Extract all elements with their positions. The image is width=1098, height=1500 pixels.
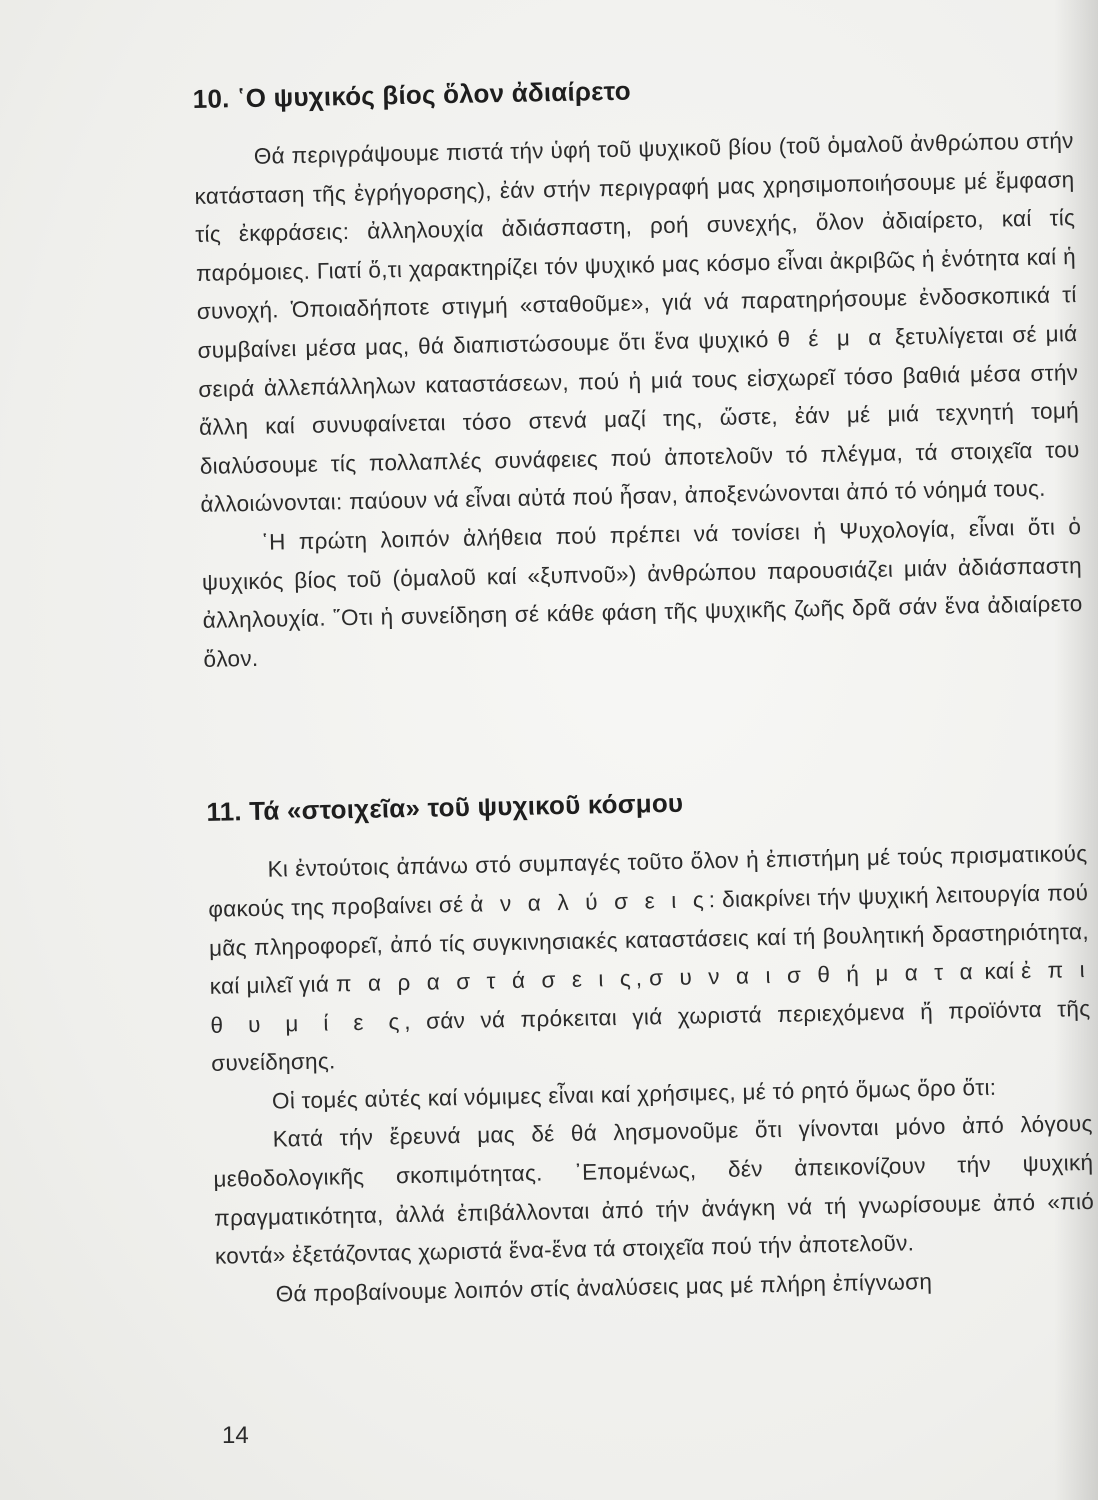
paragraph-text: καί xyxy=(977,958,1022,985)
section-11-paragraph-3: Κατά τήν ἔρευνά μας δέ θά λησμονοῦμε ὅτι γίνονται μόνο ἀπό λόγους μεθοδολογικῆς σκοπιμότητας. ᾿Επομένως, δέν ἀπεικονίζουν τήν ψυχική πραγματικότητα, ἀλλά ἐπιβάλλονται ἀπό τήν ἀνάγκη νά τή γνωρίσουμε ἀπό «πιό κοντά» ἐξετάζοντας χωριστά ἕνα-ἕνα τά στοιχεῖα πού τήν ἀποτελοῦν. xyxy=(213,1111,1095,1270)
section-11-paragraph-4: Θά προβαίνουμε λοιπόν στίς ἀναλύσεις μας μέ πλήρη ἐπίγνωση xyxy=(275,1268,933,1307)
section-11-body xyxy=(207,835,1096,1315)
section-11-paragraph-1 xyxy=(207,835,1091,1083)
spaced-word: ἀ ν α λ ύ σ ε ι ς xyxy=(470,887,709,917)
page-number: 14 xyxy=(222,1422,249,1449)
section-11-heading: 11. Τά «στοιχεῖα» τοῦ ψυχικοῦ κόσμου xyxy=(206,788,684,828)
spaced-word: σ υ ν α ι σ θ ή μ α τ α xyxy=(648,959,978,991)
paragraph-text: Κι ἐντούτοις ἀπάνω στό συμπαγές τοῦτο ὅλον ἡ ἐπιστήμη μέ τούς πρισματικούς φακούς της προβαίνει σέ xyxy=(208,841,1088,922)
spaced-word: π α ρ α σ τ ά σ ε ι ς xyxy=(335,965,636,997)
paragraph-text: ξετυλίγεται σέ μιά σειρά ἀλλεπάλληλων καταστάσεων, πού ἡ μιά τους εἰσχωρεῖ τόσο βαθιά μέσα στήν ἄλλη καί συνυφαίνεται τόσο στενά μαζί της, ὥστε, ἐάν μέ μιά τεχνητή τομή διαλύσουμε τίς πολλαπλές συνάφειες πού ἀποτελοῦν τό πλέγμα, τά στοιχεῖα του ἀλλοιώνονται: παύουν νά εἶναι αὐτά πού ἦσαν, ἀποξενώνονται ἀπό τό νόημά τους. xyxy=(198,321,1080,518)
paragraph-text: , xyxy=(635,965,650,991)
page-content xyxy=(192,43,1096,1315)
section-10-heading: 10. ῾Ο ψυχικός βίος ὅλον ἀδιαίρετο xyxy=(192,75,632,114)
spaced-word: ἐ π ι θ υ μ ί ε ς xyxy=(210,957,1090,1038)
paragraph-text: , σάν νά πρόκειται γιά χωριστά περιεχόμενα ἤ προϊόντα τῆς συνείδησης. xyxy=(211,995,1091,1077)
section-10-body xyxy=(194,122,1084,679)
section-10-paragraph-2: ῾Η πρώτη λοιπόν ἀλήθεια πού πρέπει νά τονίσει ἡ Ψυχολογία, εἶναι ὅτι ὁ ψυχικός βίος τοῦ (ὁμαλοῦ καί «ξυπνοῦ») ἀνθρώπου παρουσιάζει μιάν ἀδιάσπαστη ἀλληλουχία. ῞Οτι ἡ συνείδηση σέ κάθε φάση τῆς ψυχικῆς ζωῆς δρᾶ σάν ἕνα ἀδιαίρετο ὅλον. xyxy=(201,513,1083,672)
paragraph-text: : διακρίνει τήν ψυχική λειτουργία πού μᾶς πληροφορεῖ, ἀπό τίς συγκινησιακές καταστάσεις καί τή βουλητική δραστηριότητα, καί μιλεῖ γιά xyxy=(208,879,1090,999)
spaced-word: θ έ μ α xyxy=(777,324,887,352)
section-11-paragraph-2: Οἱ τομές αὐτές καί νόμιμες εἶναι καί χρήσιμες, μέ τό ρητό ὅμως ὅρο ὅτι: xyxy=(271,1074,997,1114)
section-10-paragraph-1 xyxy=(194,122,1081,525)
paragraph-text: Θά περιγράψουμε πιστά τήν ὑφή τοῦ ψυχικοῦ βίου (τοῦ ὁμαλοῦ ἀνθρώπου στήν κατάσταση τῆς ἐγρήγορσης), ἐάν στήν περιγραφή μας χρησιμοποιήσουμε μέ ἔμφαση τίς ἐκφράσεις: ἀλληλουχία ἀδιάσπαστη, ροή συνεχής, ὅλον ἀδιαίρετο, καί τίς παρόμοιες. Γιατί ὅ,τι χαρακτηρίζει τόν ψυχικό μας κόσμο εἶναι ἀκριβῶς ἡ ἑνότητα καί ἡ συνοχή. Ὁποιαδήποτε στιγμή «σταθοῦμε», γιά νά παρατηρήσουμε ἐνδοσκοπικά τί συμβαίνει μέσα μας, θά διαπιστώσουμε ὅτι ἕνα ψυχικό xyxy=(194,128,1077,363)
